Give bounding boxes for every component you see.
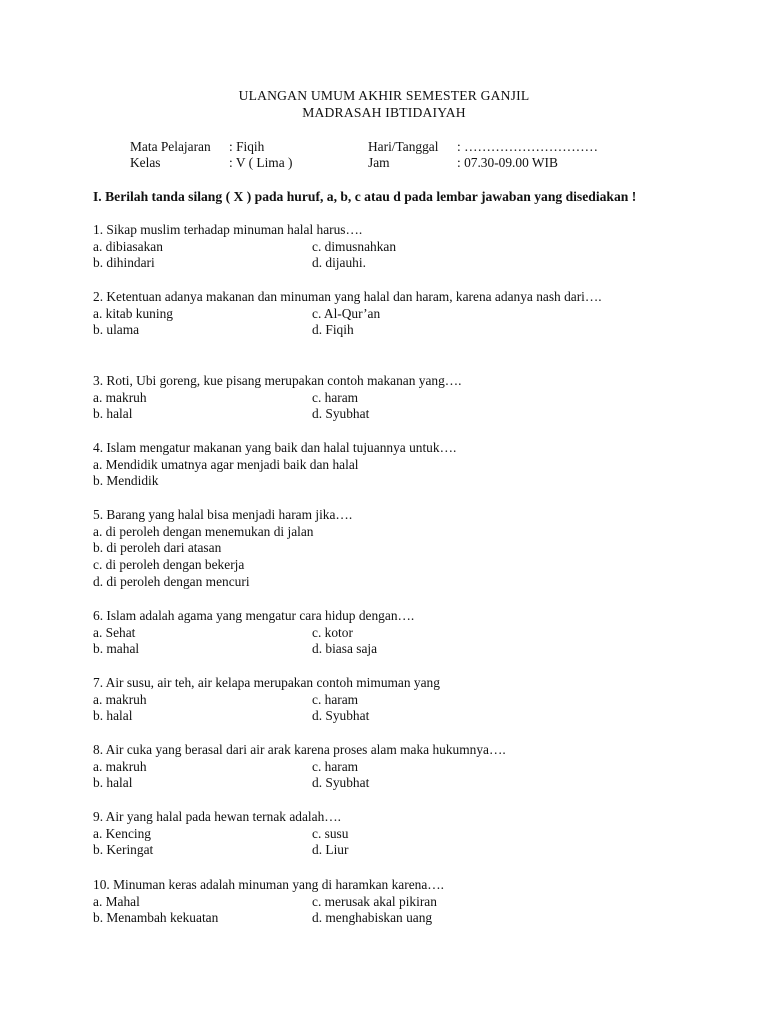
option-b: b. ulama	[93, 322, 140, 338]
option-c: c. haram	[312, 691, 359, 707]
option-a: a. makruh	[93, 758, 147, 774]
subject-value: : Fiqih	[229, 139, 265, 154]
option-d: d. Syubhat	[312, 775, 370, 791]
option-d: d. Liur	[312, 842, 349, 858]
question-5	[93, 507, 693, 590]
option-a: a. kitab kuning	[93, 305, 173, 321]
option-c: c. merusak akal pikiran	[312, 893, 437, 909]
time-value: : 07.30-09.00 WIB	[457, 155, 558, 170]
option-a: a. makruh	[93, 691, 147, 707]
question-stem: 4. Islam mengatur makanan yang baik dan halal tujuannya untuk….	[93, 440, 457, 455]
question-1	[93, 222, 693, 272]
option-a: a. dibiasakan	[93, 238, 163, 254]
question-stem: 3. Roti, Ubi goreng, kue pisang merupakan contoh makanan yang….	[93, 373, 462, 388]
option-c: c. haram	[312, 389, 359, 405]
instruction: I. Berilah tanda silang ( X ) pada huruf, a, b, c atau d pada lembar jawaban yang disediakan !	[93, 189, 637, 204]
class-value: : V ( Lima )	[229, 155, 293, 170]
option-d: d. Fiqih	[312, 322, 354, 338]
school-name: MADRASAH IBTIDAIYAH	[302, 105, 466, 120]
option-d: d. dijauhi.	[312, 255, 366, 271]
option-d: d. Syubhat	[312, 708, 370, 724]
question-3	[93, 373, 693, 423]
option-a: a. Mahal	[93, 893, 140, 909]
option-c: c. kotor	[312, 624, 353, 640]
date-label: Hari/Tanggal	[368, 139, 439, 154]
option-b: b. halal	[93, 708, 133, 724]
option-b: b. Mendidik	[93, 473, 159, 489]
option-d: d. biasa saja	[312, 641, 378, 657]
class-label: Kelas	[130, 155, 161, 170]
option-d: d. Syubhat	[312, 406, 370, 422]
option-c: c. haram	[312, 758, 359, 774]
subject-label: Mata Pelajaran	[130, 139, 211, 154]
question-9	[93, 809, 693, 859]
question-7	[93, 675, 693, 725]
option-a: a. makruh	[93, 389, 147, 405]
option-b: b. mahal	[93, 641, 140, 657]
question-stem: 5. Barang yang halal bisa menjadi haram jika….	[93, 507, 353, 522]
option-c: c. susu	[312, 825, 349, 841]
question-stem: 1. Sikap muslim terhadap minuman halal harus….	[93, 222, 363, 237]
option-b: b. dihindari	[93, 255, 155, 271]
question-stem: 9. Air yang halal pada hewan ternak adalah….	[93, 809, 342, 824]
option-d: d. menghabiskan uang	[312, 910, 433, 926]
question-2	[93, 289, 653, 339]
question-6	[93, 608, 693, 658]
option-d: d. di peroleh dengan mencuri	[93, 573, 250, 589]
option-a: a. Sehat	[93, 624, 136, 640]
question-4	[93, 440, 693, 490]
option-b: b. halal	[93, 775, 133, 791]
option-a: a. Kencing	[93, 825, 152, 841]
exam-title: ULANGAN UMUM AKHIR SEMESTER GANJIL	[238, 88, 530, 103]
option-c: c. dimusnahkan	[312, 238, 397, 254]
option-c: c. Al-Qur’an	[312, 305, 381, 321]
question-stem: 8. Air cuka yang berasal dari air arak karena proses alam maka hukumnya….	[93, 742, 506, 757]
option-b: b. Menambah kekuatan	[93, 910, 219, 926]
question-10	[93, 877, 693, 927]
option-b: b. Keringat	[93, 842, 154, 858]
option-b: b. di peroleh dari atasan	[93, 540, 222, 556]
time-label: Jam	[368, 155, 390, 170]
date-value: : …………………………	[457, 139, 598, 154]
question-stem: 10. Minuman keras adalah minuman yang di haramkan karena….	[93, 877, 445, 892]
question-stem: 7. Air susu, air teh, air kelapa merupakan contoh mimuman yang	[93, 675, 440, 690]
option-b: b. halal	[93, 406, 133, 422]
question-8	[93, 742, 693, 792]
question-stem: 6. Islam adalah agama yang mengatur cara hidup dengan….	[93, 608, 415, 623]
option-a: a. di peroleh dengan menemukan di jalan	[93, 523, 314, 539]
question-stem: 2. Ketentuan adanya makanan dan minuman yang halal dan haram, karena adanya nash dari….	[93, 289, 602, 304]
option-c: c. di peroleh dengan bekerja	[93, 557, 245, 573]
option-a: a. Mendidik umatnya agar menjadi baik dan halal	[93, 456, 359, 472]
